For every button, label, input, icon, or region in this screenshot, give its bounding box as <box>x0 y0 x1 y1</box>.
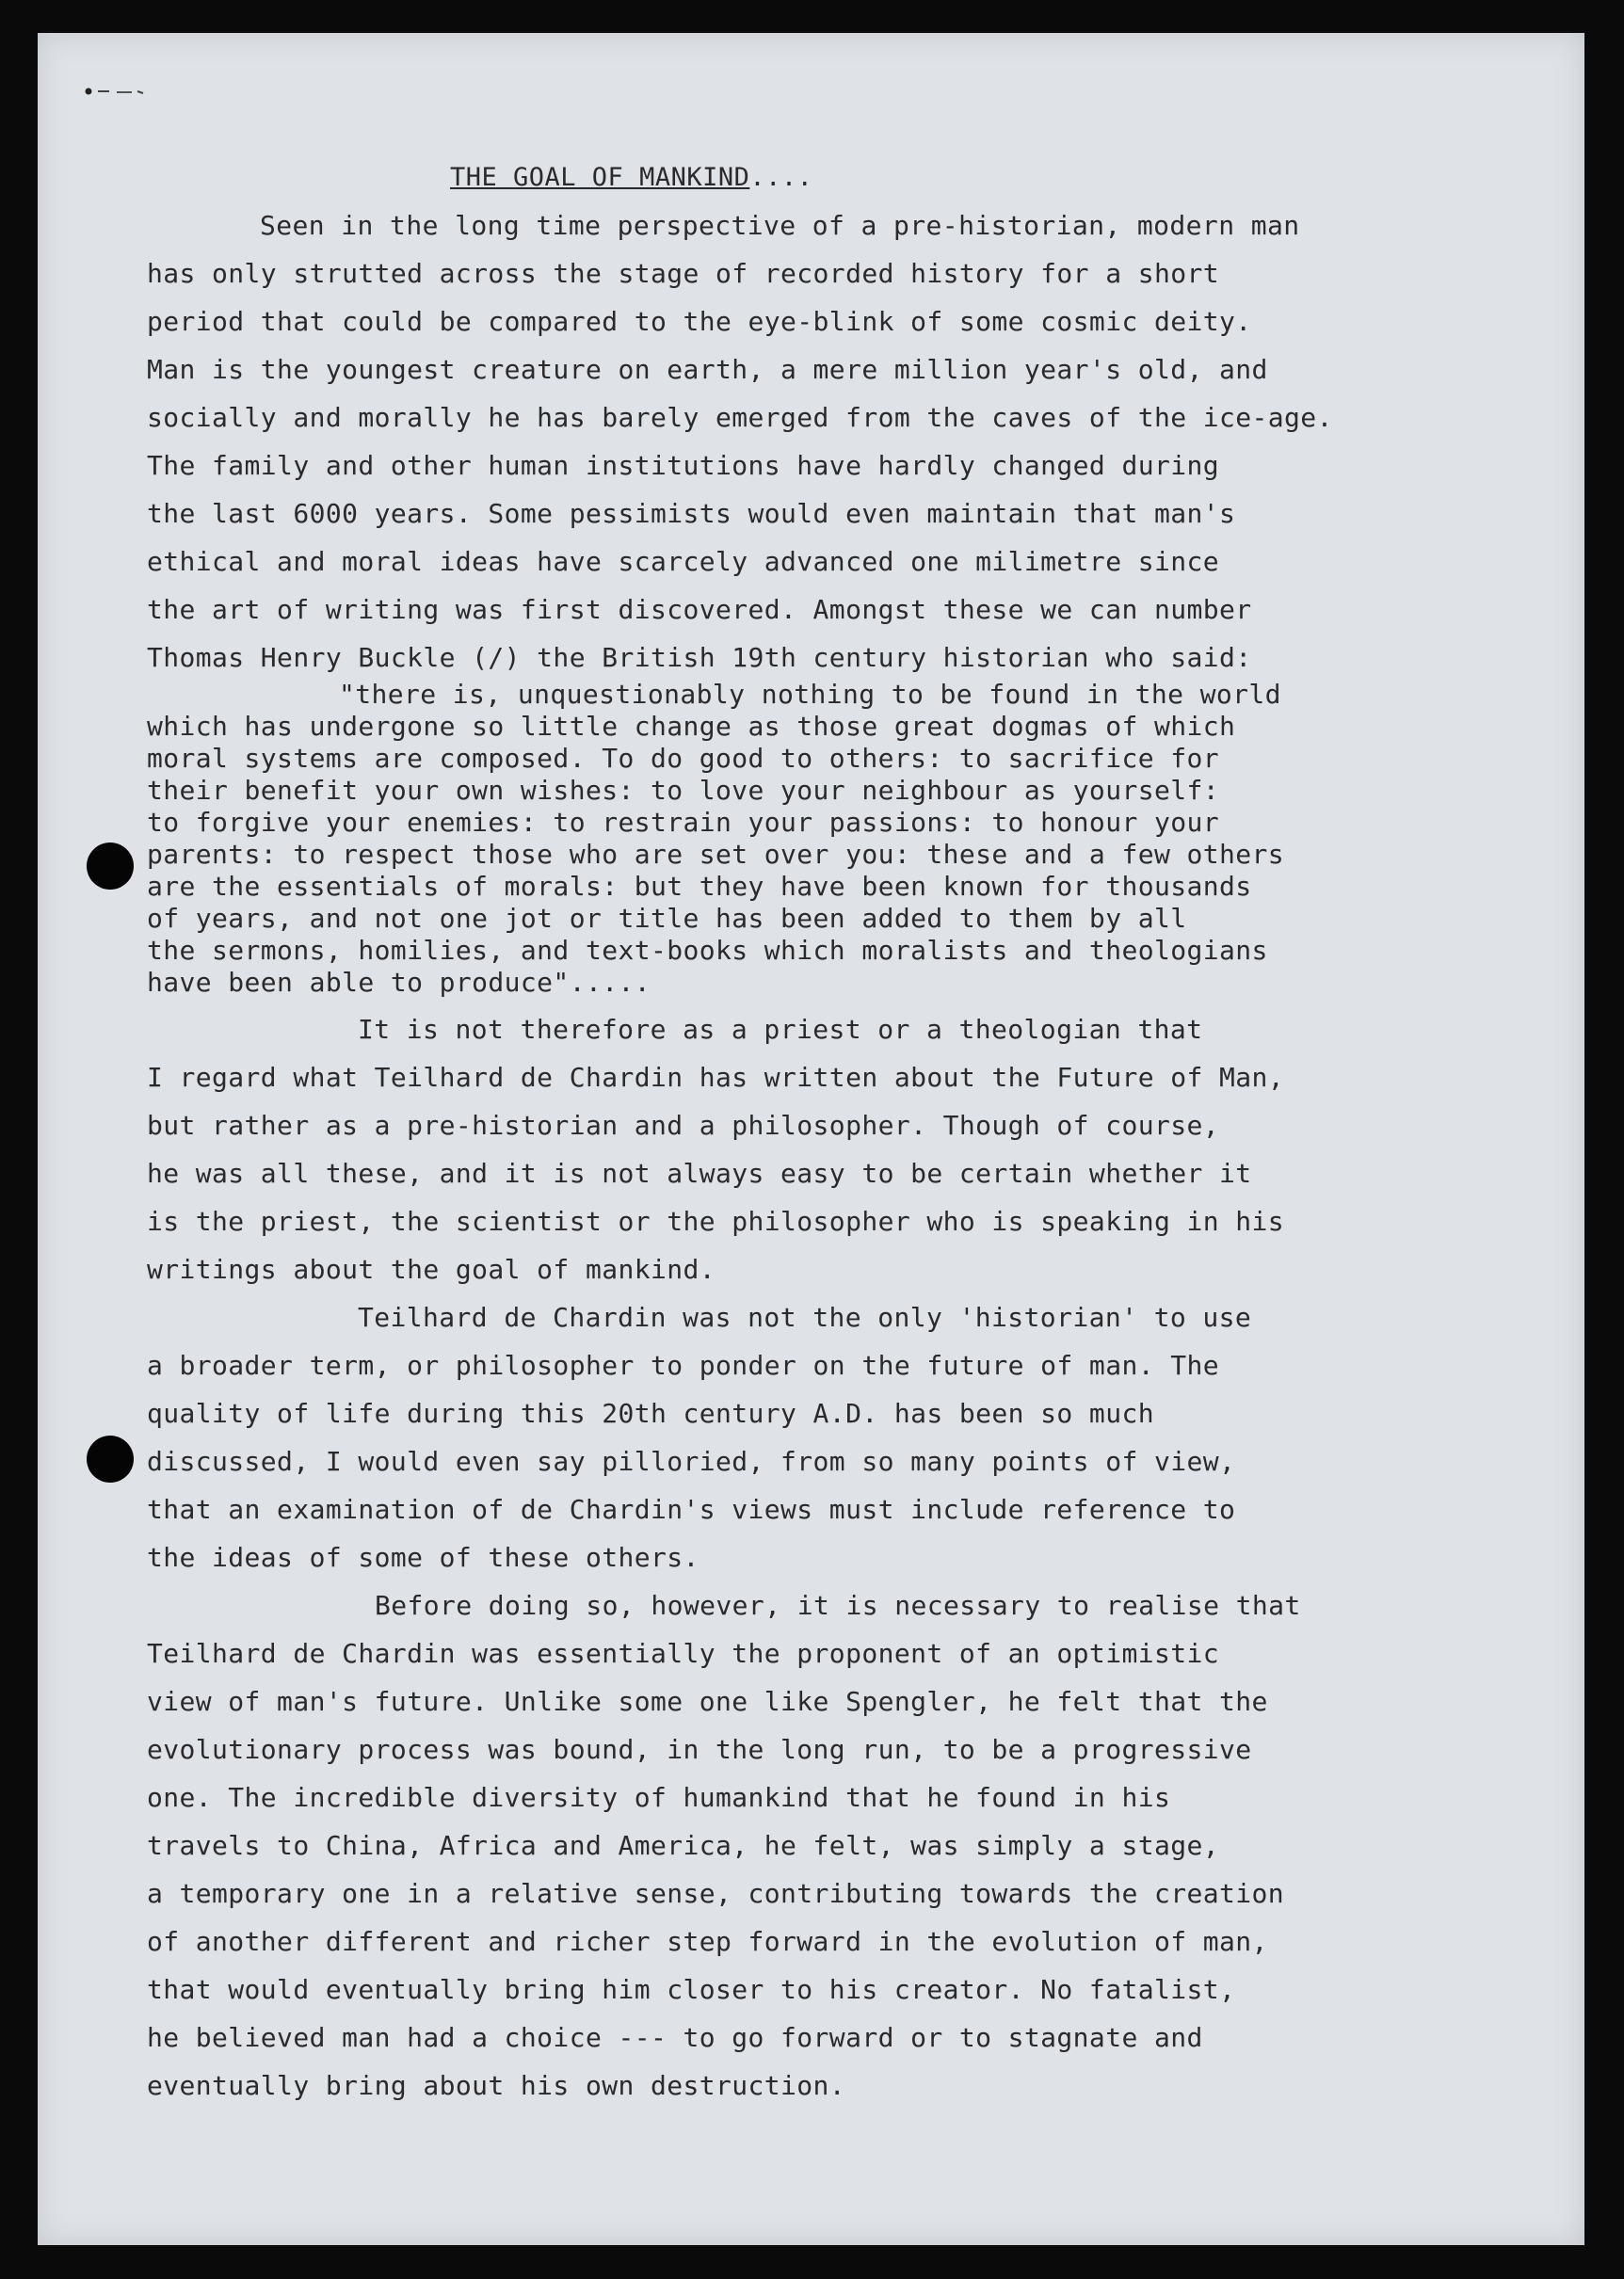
para4-line: that would eventually bring him closer to his creator. No fatalist, <box>147 1974 1236 2005</box>
quote-line: have been able to produce"..... <box>147 967 651 998</box>
quote-line: parents: to respect those who are set over you: these and a few others <box>147 839 1285 870</box>
para2-line: he was all these, and it is not always easy to be certain whether it <box>147 1158 1252 1189</box>
typewritten-page <box>38 33 1584 2245</box>
para3-line: a broader term, or philosopher to ponder on the future of man. The <box>147 1350 1219 1381</box>
para2-line: but rather as a pre-historian and a philosopher. Though of course, <box>147 1110 1219 1141</box>
para1-line: Thomas Henry Buckle (/) the British 19th century historian who said: <box>147 642 1252 673</box>
quote-line: moral systems are composed. To do good to others: to sacrifice for <box>147 743 1219 774</box>
para1-line: socially and morally he has barely emerged from the caves of the ice-age. <box>147 402 1333 433</box>
para4-line: Before doing so, however, it is necessary to realise that <box>375 1590 1301 1621</box>
punch-hole <box>87 843 134 890</box>
title-suffix: .... <box>749 163 813 192</box>
para1-line: period that could be compared to the eye-blink of some cosmic deity. <box>147 306 1252 337</box>
para4-line: evolutionary process was bound, in the long run, to be a progressive <box>147 1734 1252 1765</box>
para3-line: that an examination of de Chardin's views must include reference to <box>147 1494 1236 1525</box>
para2-line: It is not therefore as a priest or a theologian that <box>358 1014 1203 1045</box>
para4-line: eventually bring about his own destruction. <box>147 2070 846 2101</box>
quote-line: to forgive your enemies: to restrain your passions: to honour your <box>147 807 1219 838</box>
quote-line: "there is, unquestionably nothing to be found in the world <box>339 679 1281 710</box>
para1-line: Man is the youngest creature on earth, a mere million year's old, and <box>147 354 1268 385</box>
para1-line: the last 6000 years. Some pessimists would even maintain that man's <box>147 498 1236 529</box>
quote-line: which has undergone so little change as those great dogmas of which <box>147 711 1236 742</box>
para2-line: I regard what Teilhard de Chardin has written about the Future of Man, <box>147 1062 1285 1093</box>
quote-line: are the essentials of morals: but they have been known for thousands <box>147 871 1252 902</box>
para1-line: The family and other human institutions have hardly changed during <box>147 450 1219 481</box>
para3-line: discussed, I would even say pilloried, from so many points of view, <box>147 1446 1236 1477</box>
para1-line: ethical and moral ideas have scarcely advanced one milimetre since <box>147 546 1219 577</box>
para2-line: is the priest, the scientist or the philosopher who is speaking in his <box>147 1206 1285 1237</box>
para4-line: he believed man had a choice --- to go forward or to stagnate and <box>147 2022 1203 2053</box>
title-main: THE GOAL OF MANKIND <box>450 163 750 192</box>
para4-line: a temporary one in a relative sense, contributing towards the creation <box>147 1878 1285 1909</box>
para1-line: the art of writing was first discovered. Amongst these we can number <box>147 594 1252 625</box>
para4-line: travels to China, Africa and America, he felt, was simply a stage, <box>147 1830 1219 1861</box>
para4-line: Teilhard de Chardin was essentially the proponent of an optimistic <box>147 1638 1219 1669</box>
quote-line: their benefit your own wishes: to love your neighbour as yourself: <box>147 775 1219 806</box>
para3-line: the ideas of some of these others. <box>147 1542 699 1573</box>
para4-line: view of man's future. Unlike some one like Spengler, he felt that the <box>147 1686 1268 1717</box>
quote-line: the sermons, homilies, and text-books which moralists and theologians <box>147 935 1268 966</box>
para4-line: one. The incredible diversity of humankind that he found in his <box>147 1782 1171 1813</box>
para3-line: quality of life during this 20th century A.D. has been so much <box>147 1398 1154 1429</box>
para4-line: of another different and richer step forward in the evolution of man, <box>147 1926 1268 1957</box>
para3-line: Teilhard de Chardin was not the only 'historian' to use <box>358 1302 1252 1333</box>
quote-line: of years, and not one jot or title has been added to them by all <box>147 903 1187 934</box>
ink-mark <box>83 88 149 95</box>
punch-hole <box>87 1436 134 1483</box>
para1-line: has only strutted across the stage of recorded history for a short <box>147 258 1219 289</box>
para1-line: Seen in the long time perspective of a pre-historian, modern man <box>260 210 1300 241</box>
page-title <box>450 163 812 192</box>
para2-line: writings about the goal of mankind. <box>147 1254 716 1285</box>
